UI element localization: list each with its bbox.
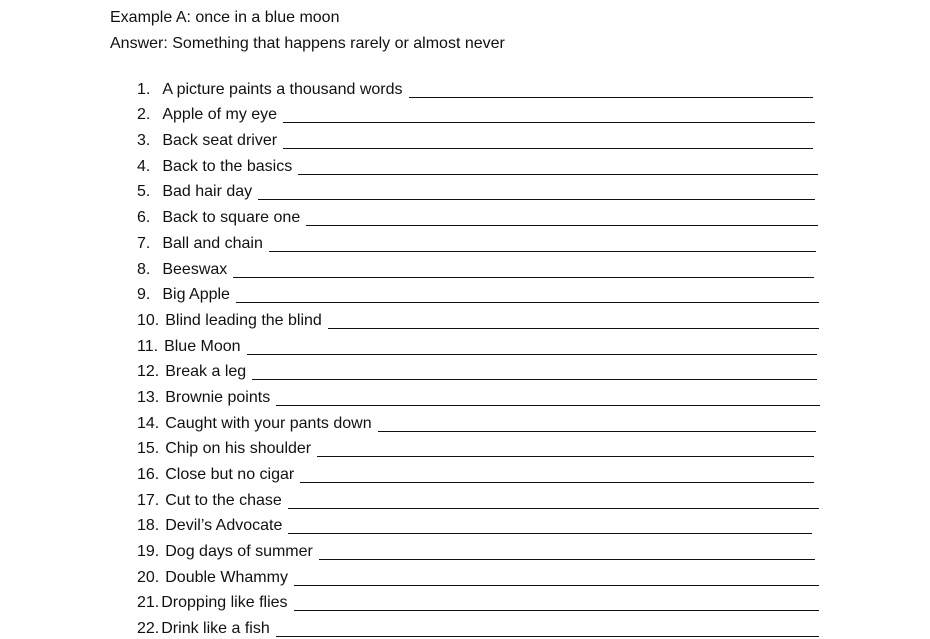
list-item: [137, 357, 837, 383]
item-idiom: Blind leading the blind: [165, 311, 322, 329]
item-idiom: Bad hair day: [162, 183, 253, 201]
list-item: [137, 434, 837, 460]
answer-blank[interactable]: [247, 337, 817, 355]
item-idiom: Back to square one: [162, 209, 301, 227]
answer-blank[interactable]: [294, 568, 819, 586]
item-idiom: Double Whammy: [165, 568, 288, 586]
item-idiom: Devil’s Advocate: [165, 517, 283, 535]
item-number: 13.: [137, 388, 160, 406]
item-number: 12.: [137, 363, 160, 381]
list-item: [137, 151, 837, 177]
item-number: 17.: [137, 491, 160, 509]
item-idiom: Apple of my eye: [162, 106, 278, 124]
list-item: [137, 485, 837, 511]
item-number: 1.: [137, 80, 151, 98]
item-idiom: Dropping like flies: [161, 594, 288, 612]
answer-blank[interactable]: [252, 362, 817, 380]
item-number: 15.: [137, 440, 160, 458]
list-item: [137, 125, 837, 151]
item-idiom: Brownie points: [165, 388, 271, 406]
list-item: [137, 74, 837, 100]
item-idiom: A picture paints a thousand words: [162, 80, 403, 98]
answer-blank[interactable]: [283, 131, 813, 149]
item-number: 14.: [137, 414, 160, 432]
item-number: 3.: [137, 132, 151, 150]
item-idiom: Beeswax: [162, 260, 228, 278]
list-item: [137, 588, 837, 614]
item-number: 5.: [137, 183, 151, 201]
item-number: 16.: [137, 466, 160, 483]
answer-blank[interactable]: [276, 388, 820, 406]
answer-blank[interactable]: [283, 105, 815, 123]
answer-blank[interactable]: [236, 285, 819, 303]
list-item: [137, 280, 837, 306]
item-idiom: Back seat driver: [162, 132, 278, 150]
answer-blank[interactable]: [298, 157, 818, 175]
item-idiom: Dog days of summer: [165, 543, 313, 561]
item-idiom: Drink like a fish: [161, 620, 270, 638]
list-item: [137, 511, 837, 537]
list-item: [137, 613, 837, 639]
item-idiom: Break a leg: [165, 363, 247, 381]
item-number: 11.: [137, 337, 159, 355]
list-item: [137, 177, 837, 203]
item-number: 20.: [137, 568, 160, 586]
item-number: 2.: [137, 106, 151, 124]
item-number: 21.: [137, 594, 160, 612]
item-number: 4.: [137, 157, 151, 175]
list-item: [137, 562, 837, 588]
item-idiom: Big Apple: [162, 286, 230, 304]
answer-blank[interactable]: [294, 593, 819, 611]
idiom-list: [137, 74, 837, 639]
item-idiom: Caught with your pants down: [165, 414, 372, 432]
answer-blank[interactable]: [306, 208, 818, 226]
answer-blank[interactable]: [409, 80, 814, 98]
list-item: [137, 408, 837, 434]
item-idiom: Close but no cigar: [165, 466, 295, 483]
list-item: [137, 459, 837, 485]
list-item: [137, 536, 837, 562]
list-item: [137, 254, 837, 280]
item-idiom: Back to the basics: [162, 157, 293, 175]
item-number: 6.: [137, 209, 151, 227]
item-number: 7.: [137, 234, 151, 252]
answer-blank[interactable]: [288, 516, 812, 534]
list-item: [137, 305, 837, 331]
answer-blank[interactable]: [319, 542, 815, 560]
answer-blank[interactable]: [276, 619, 819, 637]
list-item: [137, 228, 837, 254]
item-idiom: Blue Moon: [164, 337, 241, 355]
item-number: 22.: [137, 620, 160, 638]
answer-blank[interactable]: [300, 465, 814, 483]
answer-blank[interactable]: [269, 234, 816, 252]
item-idiom: Cut to the chase: [165, 491, 282, 509]
item-number: 18.: [137, 517, 160, 535]
example-answer: Answer: Something that happens rarely or almost never: [110, 35, 505, 52]
list-item: [137, 202, 837, 228]
answer-blank[interactable]: [317, 439, 814, 457]
answer-blank[interactable]: [258, 182, 815, 200]
answer-blank[interactable]: [378, 414, 816, 432]
answer-blank[interactable]: [328, 311, 819, 329]
list-item: [137, 100, 837, 126]
item-number: 9.: [137, 286, 151, 304]
example-prompt: Example A: once in a blue moon: [110, 9, 340, 26]
answer-blank[interactable]: [288, 491, 819, 509]
item-number: 19.: [137, 543, 160, 561]
item-number: 8.: [137, 260, 151, 278]
list-item: [137, 331, 837, 357]
list-item: [137, 382, 837, 408]
answer-blank[interactable]: [233, 260, 814, 278]
item-idiom: Chip on his shoulder: [165, 440, 312, 458]
item-number: 10.: [137, 311, 160, 329]
item-idiom: Ball and chain: [162, 234, 263, 252]
